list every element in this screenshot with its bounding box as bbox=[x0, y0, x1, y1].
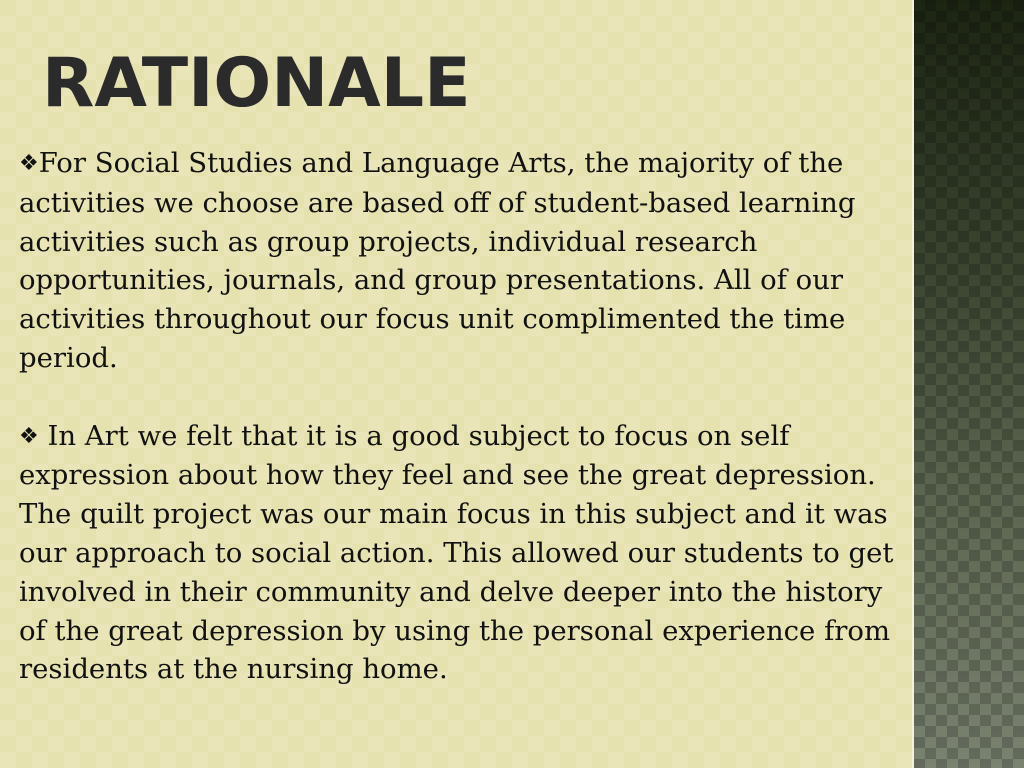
slide-title: RATIONALE bbox=[42, 44, 471, 123]
side-band-pattern bbox=[914, 0, 1024, 768]
side-decorative-band bbox=[914, 0, 1024, 768]
paragraph-text: In Art we felt that it is a good subject to focus on self expression about how they feel and see the great depression. The quilt project was our main focus in this subject and it was our approach to social action. This allowed our students to get involved in their community and delve deeper into the history of the great depression by using the personal experience from residents at the nursing home. bbox=[19, 419, 894, 686]
slide-body bbox=[19, 144, 899, 689]
paragraph-text: For Social Studies and Language Arts, the majority of the activities we choose are based off of student-based learning activities such as group projects, individual research opportunities, journals, and group presentations. All of our activities throughout our focus unit complimented the time period. bbox=[19, 147, 856, 374]
paragraph-social-studies bbox=[19, 144, 899, 378]
diamond-bullet-icon: ❖ bbox=[19, 151, 39, 176]
diamond-bullet-icon: ❖ bbox=[19, 423, 39, 449]
paragraph-art bbox=[19, 417, 899, 690]
